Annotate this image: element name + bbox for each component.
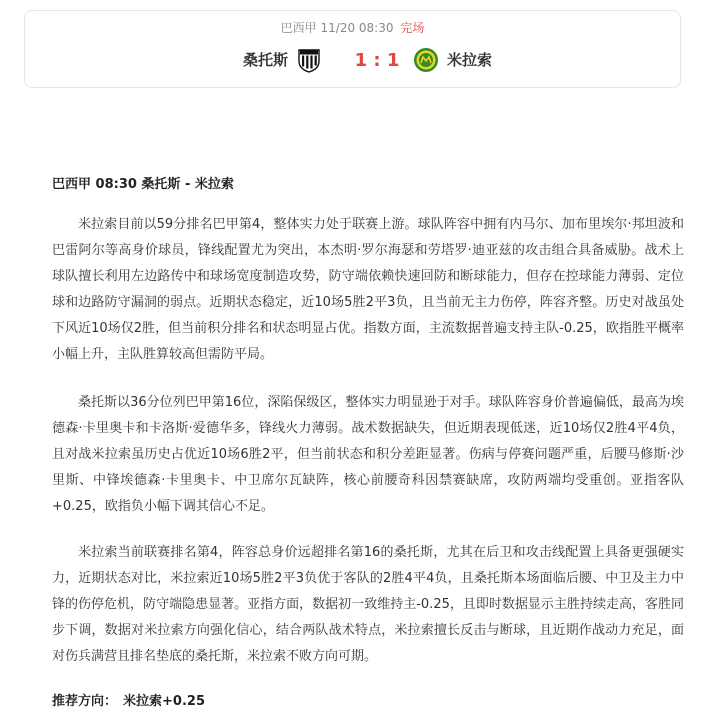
match-card[interactable] bbox=[24, 10, 681, 88]
article-heading: 巴西甲 08:30 桑托斯 - 米拉索 bbox=[52, 177, 234, 192]
recommendation bbox=[52, 693, 205, 711]
analysis-paragraph: 米拉索当前联赛排名第4，阵容总身价远超排名第16的桑托斯，尤其在后卫和攻击线配置上具备更强硬实力，近期状态对比，米拉索近10场5胜2平3负优于客队的2胜4平4负，且桑托斯本场面临后腰、中卫及主力中锋的伤停危机，防守端隐患显著。亚指方面，数据初一致维持主-0.25，且即时数据显示主胜持续走高，客胜同步下调，数据对米拉索方向强化信心，结合两队战术特点，米拉索擅长反击与断球，且近期作战动力充足，面对伤兵满营且排名垫底的桑托斯，米拉索不败方向可期。 bbox=[52, 545, 684, 664]
score: 1 : 1 bbox=[354, 50, 400, 71]
match-meta bbox=[25, 20, 680, 36]
analysis-paragraph: 米拉索目前以59分排名巴甲第4，整体实力处于联赛上游。球队阵容中拥有内马尔、加布里埃尔·邦坦波和巴雷阿尔等高身价球员，锋线配置尤为突出，本杰明·罗尔海瑟和劳塔罗·迪亚兹的攻击组合具备威胁。战术上球队擅长利用左边路传中和球场宽度制造攻势，防守端依赖快速回防和断球能力，但存在控球能力薄弱、定位球和边路防守漏洞的弱点。近期状态稳定，近10场5胜2平3负，且当前无主力伤停，阵容齐整。历史对战虽处下风近10场仅2胜，但当前积分排名和状态明显占优。指数方面，主流数据普遍支持主队-0.25，欧指胜平概率小幅上升，主队胜算较高但需防平局。 bbox=[52, 217, 684, 362]
mirassol-crest-icon bbox=[413, 47, 439, 73]
recommend-label: 推荐方向： bbox=[52, 694, 118, 709]
away-team-name: 米拉索 bbox=[447, 51, 493, 69]
league-name: 巴西甲 bbox=[280, 21, 317, 35]
santos-crest-icon bbox=[296, 47, 322, 73]
home-team-name: 桑托斯 bbox=[242, 51, 288, 69]
recommend-value: 米拉索+0.25 bbox=[123, 694, 205, 709]
match-datetime: 11/20 08:30 bbox=[320, 21, 394, 35]
analysis-paragraph: 桑托斯以36分位列巴甲第16位，深陷保级区，整体实力明显逊于对手。球队阵容身价普遍偏低，最高为埃德森·卡里奥卡和卡洛斯·爱德华多，锋线火力薄弱。战术数据缺失，但近期表现低迷，近10场仅2胜4平4负，且对战米拉索虽历史占优近10场6胜2平，但当前状态和积分差距显著。伤病与停赛问题严重，后腰马修斯·沙里斯、中锋埃德森·卡里奥卡、中卫席尔瓦缺阵，核心前腰奇科因禁赛缺席，攻防两端均受重创。亚指客队+0.25，欧指负小幅下调其信心不足。 bbox=[52, 395, 684, 514]
home-team[interactable] bbox=[25, 47, 322, 73]
match-status: 完场 bbox=[400, 21, 425, 35]
away-team[interactable] bbox=[413, 47, 633, 73]
